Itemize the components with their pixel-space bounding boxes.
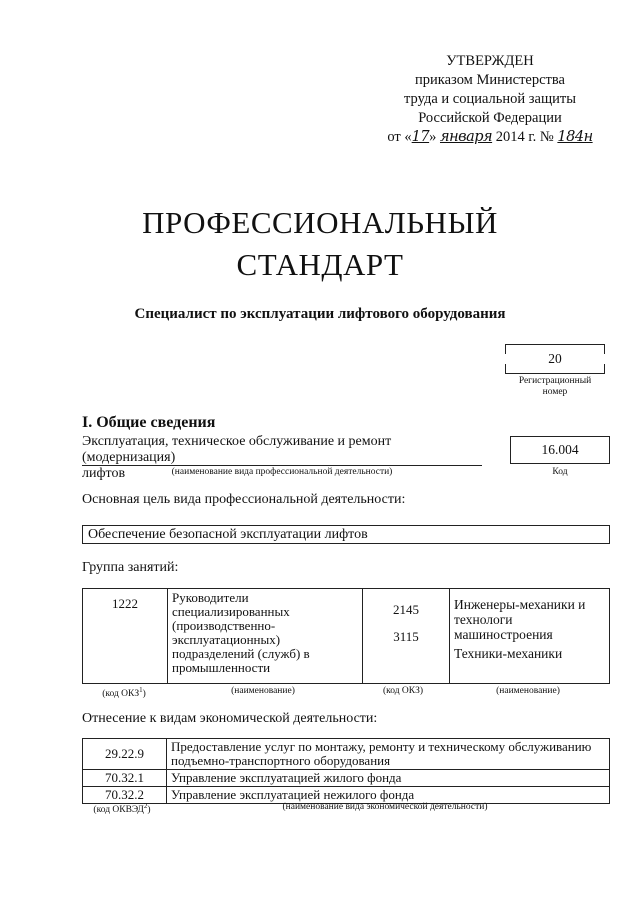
okved-name: Предоставление услуг по монтажу, ремонту и техническому обслуживанию [171,739,592,754]
activity-line: Эксплуатация, техническое обслуживание и ремонт (модернизация) [82,434,392,465]
groups-label: Группа занятий: [82,560,179,575]
underline [82,465,482,466]
handwritten-month: января [439,129,493,145]
okz-code-caption [82,686,166,699]
caption-text: (код ОКВЭД [93,805,144,816]
name-line: (производственно- [172,618,276,633]
activity-code-box [510,436,610,464]
okved-name-cell [167,787,610,804]
goal-label: Основная цель вида профессиональной деятельности: [82,492,406,507]
caption-text: ) [142,689,146,700]
okved-table [82,738,610,804]
table-row [83,589,610,684]
footnote-ref: 1 [139,686,143,694]
corner-mark [604,364,605,374]
footnote-ref: 2 [143,802,148,810]
okz-code-cell [363,589,450,684]
name-line: Техники-механики [454,646,563,661]
okved-name-caption: (наименование вида экономической деятельности) [282,802,488,812]
okved-code: 70.32.1 [105,770,144,785]
approval-line: труда и социальной защиты [404,91,576,107]
name-line: специализированных [172,604,290,619]
okz-name-cell [450,589,610,684]
table-row [83,770,610,787]
caption-line: номер [542,387,568,397]
activity-line: лифтов [82,466,126,481]
name-line: технологи машиностроения [454,612,553,642]
okved-code: 70.32.2 [105,787,144,802]
approval-line: приказом Министерства [415,72,565,88]
okved-code-cell [83,787,167,804]
okved-name: Управление эксплуатацией нежилого фонда [171,787,415,802]
date-mid: » [429,129,440,145]
caption-text: (код ОКЗ [102,689,140,700]
corner-mark [604,344,605,354]
name-line: промышленности [172,660,271,675]
okz-name-cell [168,589,363,684]
name-line: Инженеры-механики и [454,597,586,612]
okz-name-caption: (наименование) [231,686,295,696]
activity-code: 16.004 [541,442,579,457]
caption-text: ) [147,805,151,816]
okz-name-caption: (наименование) [496,686,560,696]
caption-line: Регистрационный [518,376,592,386]
document-title-line1: ПРОФЕССИОНАЛЬНЫЙ [142,205,498,240]
name-line: подразделений (служб) в [172,646,310,661]
okved-name-cell [167,739,610,770]
okved-code: 29.22.9 [105,746,144,761]
okved-code-cell [83,770,167,787]
okved-name-cell [167,770,610,787]
okved-code-cell [83,739,167,770]
section-heading: I. Общие сведения [82,414,216,431]
okz-code-caption: (код ОКЗ) [382,686,424,696]
okved-name: подъемно-транспортного оборудования [171,753,391,768]
groups-table [82,588,610,684]
okz-code: 3115 [393,629,419,644]
name-line: Руководители [172,590,249,605]
okved-name: Управление эксплуатацией жилого фонда [171,770,402,785]
document-title-line2: СТАНДАРТ [236,247,404,282]
registration-number-box [505,344,605,374]
approval-line: Российской Федерации [418,110,562,126]
handwritten-number: 184н [557,129,593,145]
date-year: 2014 г. № [492,129,558,145]
handwritten-day: 17 [411,129,430,145]
okz-code: 2145 [393,602,419,617]
okved-code-caption [82,802,162,815]
approval-date [380,128,600,147]
corner-mark [505,364,506,374]
okz-code: 1222 [112,596,138,611]
code-caption: Код [552,467,568,477]
activity-caption: (наименование вида профессиональной деятельности) [171,467,393,477]
okz-code-cell [83,589,168,684]
corner-mark [505,344,506,354]
goal-text: Обеспечение безопасной эксплуатации лифтов [88,527,368,542]
okved-label: Отнесение к видам экономической деятельности: [82,711,378,726]
date-prefix: от « [387,129,412,145]
registration-caption [495,376,615,398]
registration-number: 20 [548,351,562,366]
table-row [83,787,610,804]
approval-block [380,52,600,147]
approval-line: УТВЕРЖДЕН [446,53,534,69]
table-row [83,739,610,770]
document-subtitle: Специалист по эксплуатации лифтового оборудования [134,306,506,322]
goal-box [82,525,610,544]
name-line: эксплуатационных) [172,632,281,647]
